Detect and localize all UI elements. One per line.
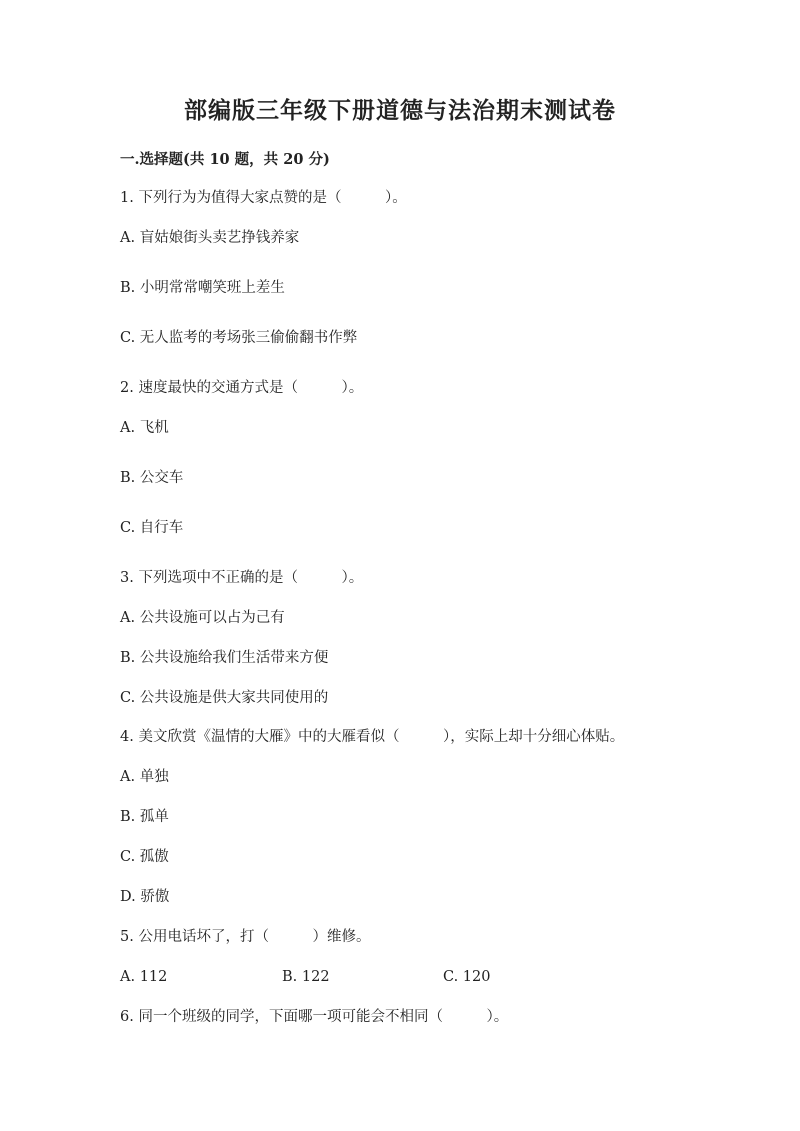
question-5-option-c: C. 120 bbox=[443, 969, 491, 985]
question-6-stem: 6. 同一个班级的同学，下面哪一项可能会不相同（ ）。 bbox=[120, 1009, 509, 1025]
section-heading: 一.选择题(共 10 题，共 20 分) bbox=[120, 151, 330, 168]
question-2-stem: 2. 速度最快的交通方式是（ ）。 bbox=[120, 380, 364, 396]
question-3-stem: 3. 下列选项中不正确的是（ ）。 bbox=[120, 570, 364, 586]
question-5-stem: 5. 公用电话坏了，打（ ）维修。 bbox=[120, 929, 371, 945]
question-4-option-b: B. 孤单 bbox=[120, 809, 169, 825]
question-2-option-a: A. 飞机 bbox=[120, 420, 169, 436]
question-1-option-a: A. 盲姑娘街头卖艺挣钱养家 bbox=[120, 230, 300, 246]
question-1-stem: 1. 下列行为为值得大家点赞的是（ ）。 bbox=[120, 190, 407, 206]
question-5-option-a: A. 112 bbox=[120, 969, 168, 985]
question-4-stem: 4. 美文欣赏《温情的大雁》中的大雁看似（ ），实际上却十分细心体贴。 bbox=[120, 729, 625, 745]
question-1-option-b: B. 小明常常嘲笑班上差生 bbox=[120, 280, 285, 296]
question-3-option-c: C. 公共设施是供大家共同使用的 bbox=[120, 690, 329, 706]
question-1-option-c: C. 无人监考的考场张三偷偷翻书作弊 bbox=[120, 330, 358, 346]
exam-title: 部编版三年级下册道德与法治期末测试卷 bbox=[184, 97, 616, 124]
question-5-option-b: B. 122 bbox=[282, 969, 330, 985]
question-3-option-a: A. 公共设施可以占为己有 bbox=[120, 610, 285, 626]
question-4-option-c: C. 孤傲 bbox=[120, 849, 169, 865]
question-3-option-b: B. 公共设施给我们生活带来方便 bbox=[120, 650, 329, 666]
question-4-option-d: D. 骄傲 bbox=[120, 889, 170, 905]
question-4-option-a: A. 单独 bbox=[120, 769, 169, 785]
question-2-option-b: B. 公交车 bbox=[120, 470, 184, 486]
question-2-option-c: C. 自行车 bbox=[120, 520, 184, 536]
